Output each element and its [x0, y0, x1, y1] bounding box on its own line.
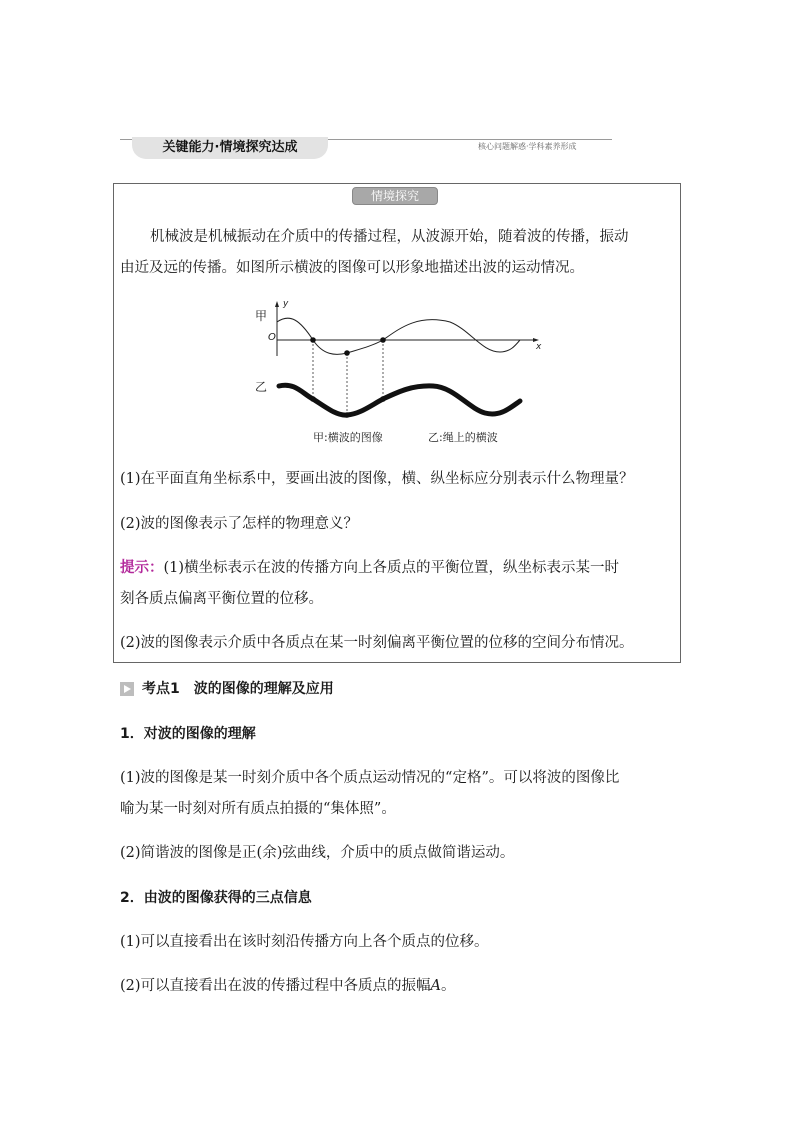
header-subtitle: 核心问题解惑·学科素养形成	[478, 142, 577, 151]
answer-1-text: (1)横坐标表示在波的传播方向上各质点的平衡位置，纵坐标表示某一时	[163, 560, 620, 576]
graph-point-1	[310, 337, 316, 343]
question-1: (1)在平面直角坐标系中，要画出波的图像，横、纵坐标应分别表示什么物理量？	[120, 471, 634, 487]
section-2-title: 2．由波的图像获得的三点信息	[120, 890, 312, 906]
rope-point-2	[344, 412, 350, 418]
wave-figure	[250, 296, 550, 426]
answer-1-line-2: 刻各质点偏离平衡位置的位移。	[120, 591, 323, 607]
answer-2: (2)波的图像表示介质中各质点在某一时刻偏离平衡位置的位移的空间分布情况。	[120, 635, 634, 651]
section-1-para-2: (2)简谐波的图像是正(余)弦曲线，介质中的质点做简谐运动。	[120, 845, 515, 861]
section-2-para-2	[120, 976, 456, 996]
intro-line-2: 由近及远的传播。如图所示横波的图像可以形象地描述出波的运动情况。	[120, 260, 584, 276]
section-1-title: 1．对波的图像的理解	[120, 726, 256, 742]
origin-label: O	[268, 332, 276, 343]
section-1-para-1-line-2: 喻为某一时刻对所有质点拍摄的“集体照”。	[120, 801, 396, 817]
graph-point-2	[344, 350, 350, 356]
x-axis-arrow	[533, 338, 539, 342]
section-1-para-1-line-1: (1)波的图像是某一时刻介质中各个质点运动情况的“定格”。可以将波的图像比	[120, 770, 620, 786]
rope-point-1	[310, 396, 316, 402]
graph-point-3	[380, 337, 386, 343]
rope-point-3	[380, 396, 386, 402]
situation-badge: 情境探究	[352, 187, 438, 205]
section-2-para-1: (1)可以直接看出在该时刻沿传播方向上各个质点的位移。	[120, 934, 489, 950]
section-title: 关键能力·情境探究达成	[132, 137, 328, 159]
axis-x-label: x	[536, 342, 542, 352]
label-jia: 甲	[255, 309, 268, 323]
kaodian-title: 考点1 波的图像的理解及应用	[142, 681, 334, 697]
section-2-para-2-text: (2)可以直接看出在波的传播过程中各质点的振幅	[120, 978, 431, 994]
play-arrow-icon	[120, 682, 134, 696]
wave-graph-curve	[277, 318, 520, 354]
section-2-para-2-end: 。	[441, 978, 456, 994]
axis-y-label: y	[283, 299, 289, 309]
amplitude-symbol: A	[430, 978, 442, 994]
caption-yi: 乙:绳上的横波	[428, 431, 498, 444]
intro-line-1: 机械波是机械振动在介质中的传播过程，从波源开始，随着波的传播，振动	[150, 229, 629, 245]
y-axis-arrow	[275, 301, 279, 307]
answer-1-line-1	[120, 558, 619, 578]
caption-jia: 甲:横波的图像	[313, 431, 383, 444]
label-yi: 乙	[255, 380, 268, 394]
question-2: (2)波的图像表示了怎样的物理意义？	[120, 516, 359, 532]
hint-label: 提示：	[120, 560, 164, 576]
